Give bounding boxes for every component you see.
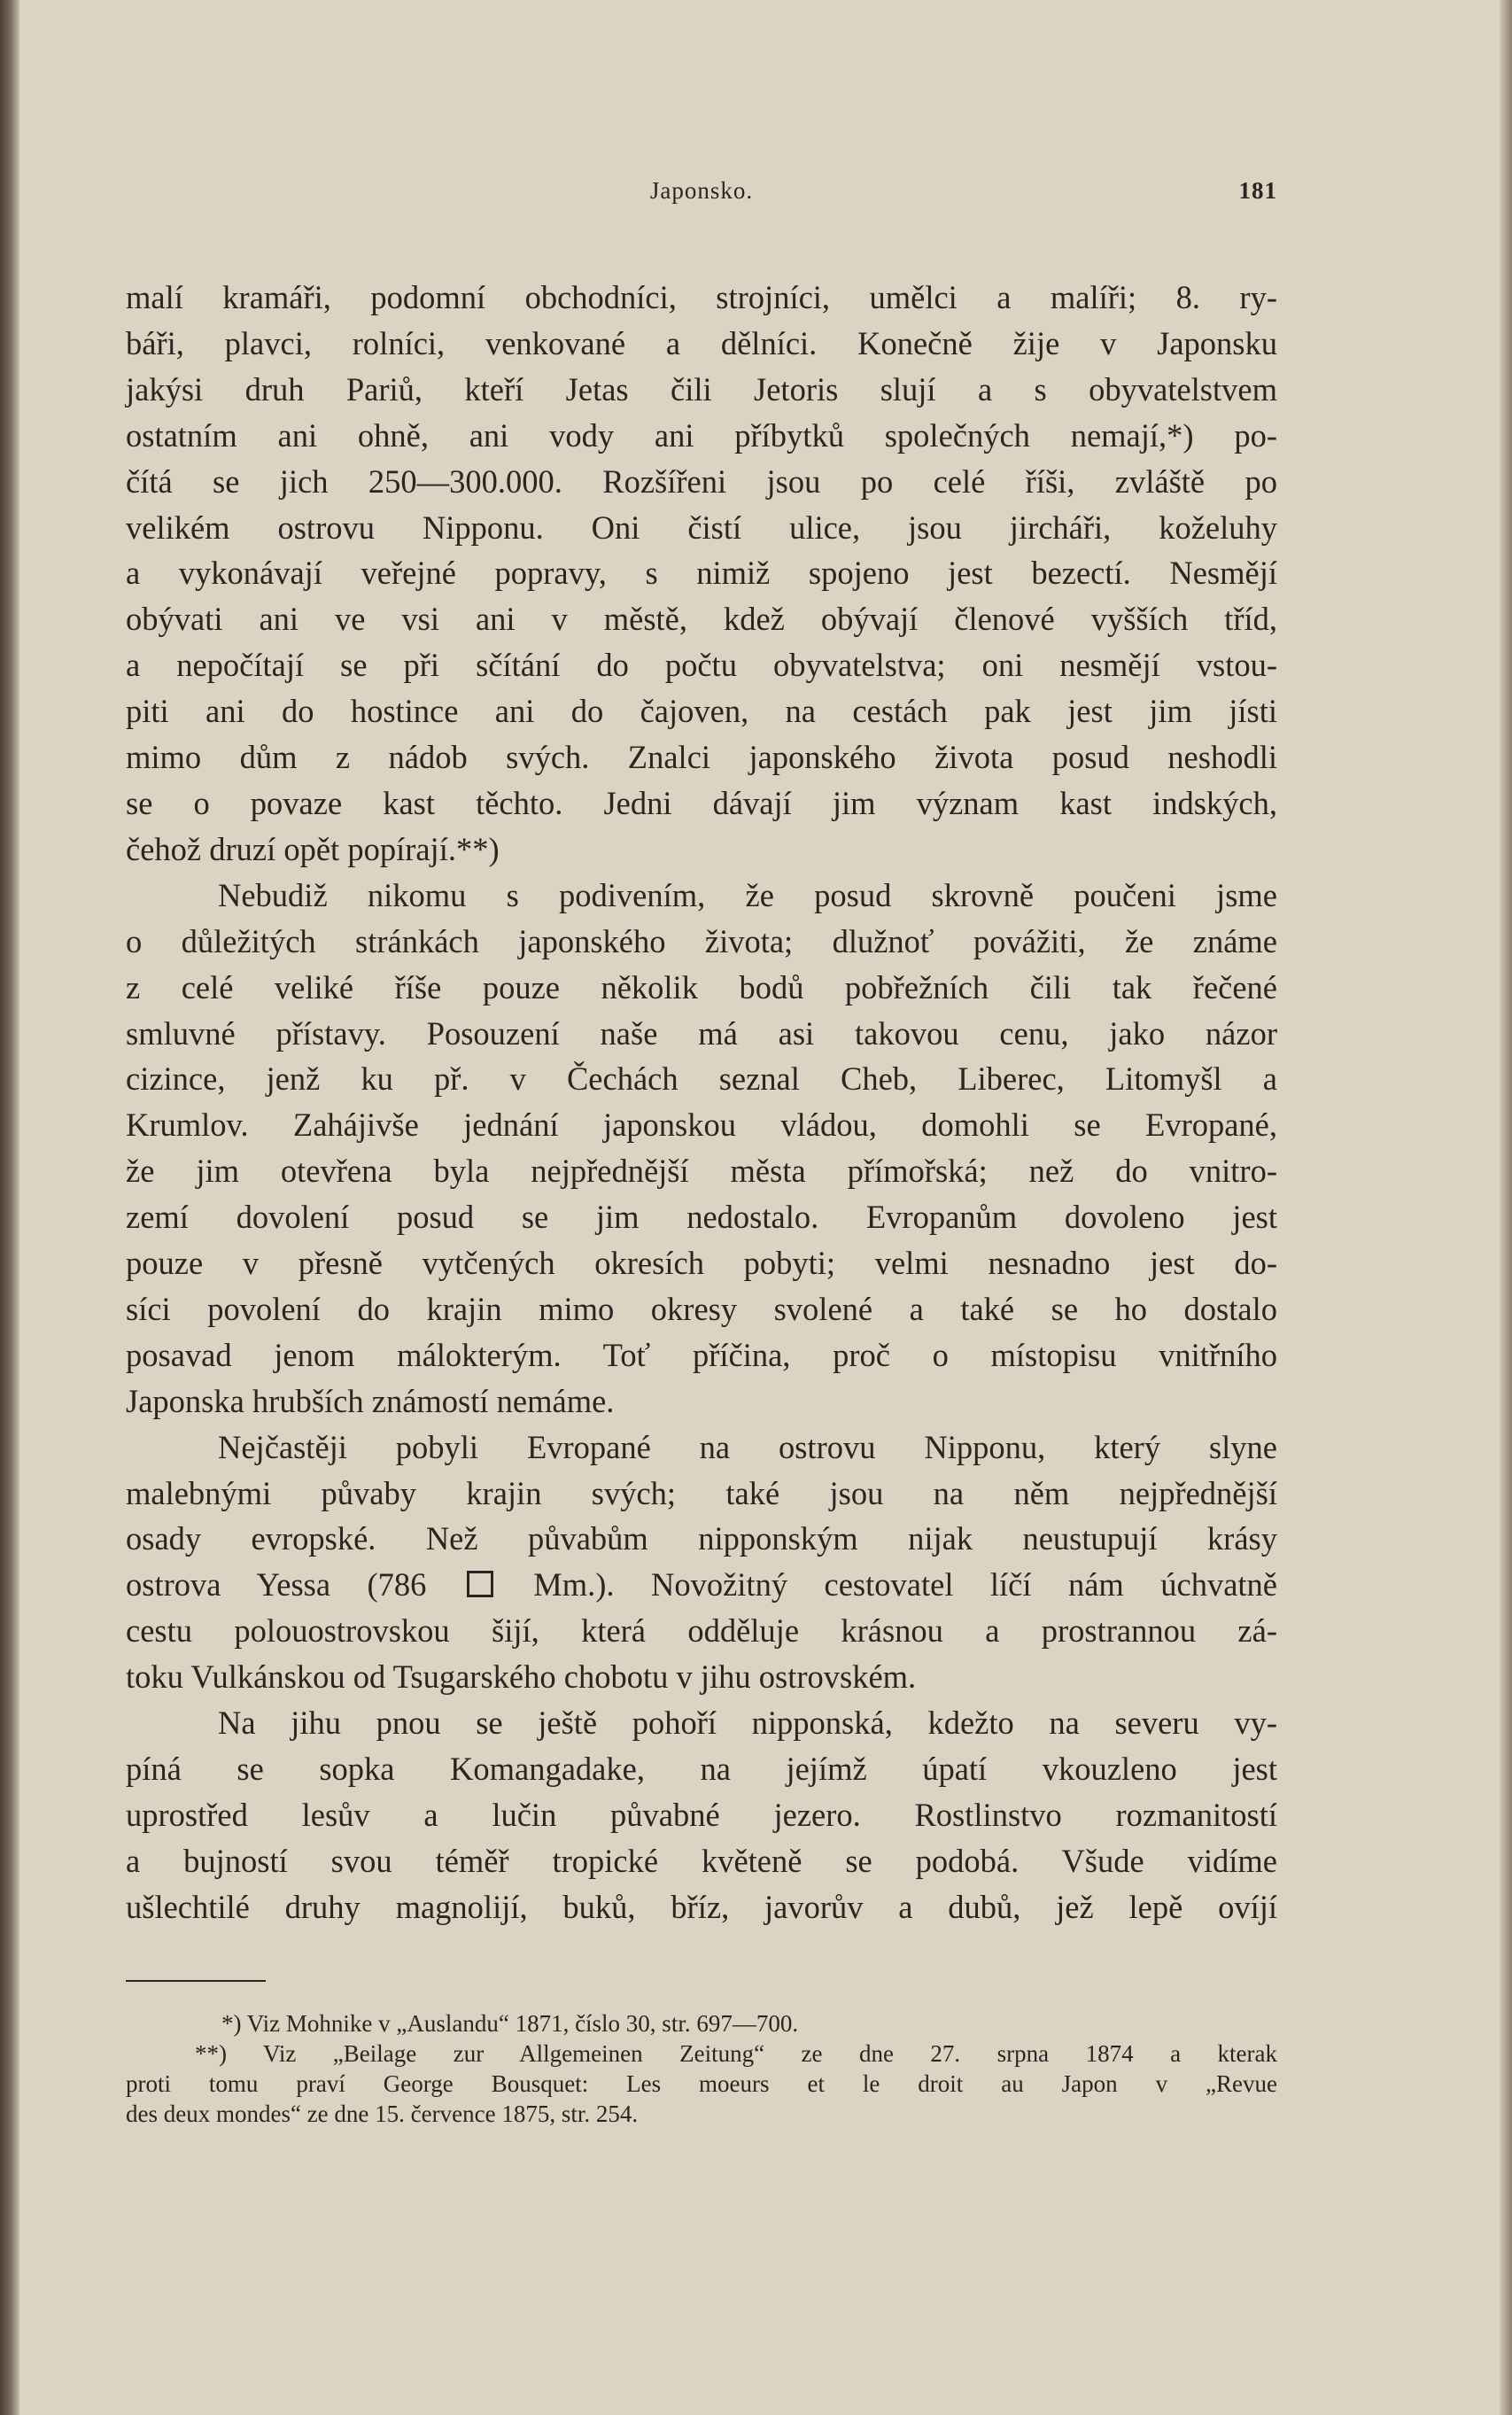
text-line: zemí dovolení posud se jim nedostalo. Evropanům dovoleno jest [126, 1199, 1277, 1236]
text-line [126, 1562, 1277, 1608]
text-line: malí kramáři, podomní obchodníci, strojníci, umělci a malíři; 8. ry- [126, 279, 1277, 315]
text-line: posavad jenom málokterým. Toť příčina, proč o místopisu vnitřního [126, 1336, 1277, 1373]
footnote-2-line: proti tomu praví George Bousquet: Les moeurs et le droit au Japon v „Revue [126, 2069, 1277, 2097]
text-line: čehož druzí opět popírají.**) [126, 830, 500, 867]
book-page [126, 177, 1277, 2129]
text-line: Krumlov. Zahájivše jednání japonskou vládou, domohli se Evropané, [126, 1107, 1277, 1144]
paragraph-3 [126, 1425, 1277, 1700]
paragraph-4 [126, 1700, 1277, 1930]
footnotes [126, 2008, 1277, 2129]
text-line: cizince, jenž ku př. v Čechách seznal Cheb, Liberec, Litomyšl a [126, 1060, 1277, 1098]
text-line: báři, plavci, rolníci, venkované a dělníci. Konečně žije v Japonsku [126, 324, 1277, 361]
text-line: uprostřed lesův a lučin půvabné jezero. Rostlinstvo rozmanitostí [126, 1796, 1277, 1833]
text-line: Na jihu pnou se ještě pohoří nipponská, kdežto na severu vy- [218, 1704, 1277, 1742]
page-right-edge [1500, 0, 1512, 2415]
text-line: z celé veliké říše pouze několik bodů pobřežních čili tak řečené [126, 968, 1277, 1006]
page-number: 181 [1238, 177, 1277, 204]
book-binding-edge [0, 0, 19, 2415]
text-line: že jim otevřena byla nejpřednější města přímořská; než do vnitro- [126, 1153, 1277, 1190]
footnote-divider [126, 1980, 266, 1982]
text-line: Nejčastěji pobyli Evropané na ostrovu Nipponu, který slyne [218, 1428, 1277, 1465]
square-symbol-icon [467, 1571, 493, 1597]
text-line: pouze v přesně vytčených okresích pobyti; velmi nesnadno jest do- [126, 1245, 1277, 1282]
text-line: mimo dům z nádob svých. Znalci japonského života posud neshodli [126, 739, 1277, 776]
text-line: a bujností svou téměř tropické květeně se podobá. Všude vidíme [126, 1842, 1277, 1879]
text-line: Japonska hrubších známostí nemáme. [126, 1382, 615, 1419]
text-line: píná se sopka Komangadake, na jejímž úpatí vkouzleno jest [126, 1751, 1277, 1787]
text-line: malebnými půvaby krajin svých; také jsou na něm nejpřednější [126, 1474, 1277, 1511]
paragraph-2 [126, 873, 1277, 1425]
text-line: piti ani do hostince ani do čajoven, na cestách pak jest jim jísti [126, 693, 1277, 730]
footnote-2-line: **) Viz „Beilage zur Allgemeinen Zeitung“ ze dne 27. srpna 1874 a kterak [195, 2039, 1277, 2067]
text-line: o důležitých stránkách japonského života; dlužnoť povážiti, že známe [126, 922, 1277, 959]
text-fragment: ostrova Yessa (786 [126, 1566, 463, 1604]
paragraph-1 [126, 275, 1277, 873]
text-line: čítá se jich 250—300.000. Rozšířeni jsou po celé říši, zvláště po [126, 462, 1277, 500]
page-header [126, 177, 1277, 220]
text-line: síci povolení do krajin mimo okresy svolené a také se ho dostalo [126, 1290, 1277, 1327]
text-line: Nebudiž nikomu s podivením, že posud skrovně poučeni jsme [218, 876, 1277, 913]
text-line: ostatním ani ohně, ani vody ani příbytků společných nemají,*) po- [126, 416, 1277, 454]
footnote-2-line: des deux mondes“ ze dne 15. července 1875, str. 254. [126, 2100, 639, 2127]
text-line: a nepočítají se při sčítání do počtu obyvatelstva; oni nesmějí vstou- [126, 647, 1277, 684]
text-line: obývati ani ve vsi ani v městě, kdež obývají členové vyšších tříd, [126, 601, 1277, 638]
text-line: toku Vulkánskou od Tsugarského chobotu v jihu ostrovském. [126, 1658, 917, 1696]
text-line: osady evropské. Než půvabům nipponským nijak neustupují krásy [126, 1520, 1277, 1557]
text-line: cestu polouostrovskou šijí, která odděluje krásnou a prostrannou zá- [126, 1612, 1277, 1650]
footnote-1: *) Viz Mohnike v „Auslandu“ 1871, číslo 30, str. 697—700. [221, 2009, 799, 2037]
text-fragment: Mm.). Novožitný cestovatel líčí nám úchvatně [496, 1566, 1277, 1604]
text-line: a vykonávají veřejné popravy, s nimiž spojeno jest bezectí. Nesmějí [126, 555, 1277, 592]
text-line: ušlechtilé druhy magnolijí, buků, bříz, javorův a dubů, jež lepě ovíjí [126, 1888, 1277, 1925]
text-line: jakýsi druh Pariů, kteří Jetas čili Jetoris slují a s obyvatelstvem [126, 370, 1277, 408]
text-line: velikém ostrovu Nipponu. Oni čistí ulice, jsou jircháři, koželuhy [126, 509, 1277, 546]
text-line: smluvné přístavy. Posouzení naše má asi takovou cenu, jako názor [126, 1014, 1277, 1052]
body-text [126, 275, 1277, 1930]
text-line: se o povaze kast těchto. Jedni dávají jim význam kast indských, [126, 784, 1277, 821]
running-title: Japonsko. [649, 177, 754, 204]
